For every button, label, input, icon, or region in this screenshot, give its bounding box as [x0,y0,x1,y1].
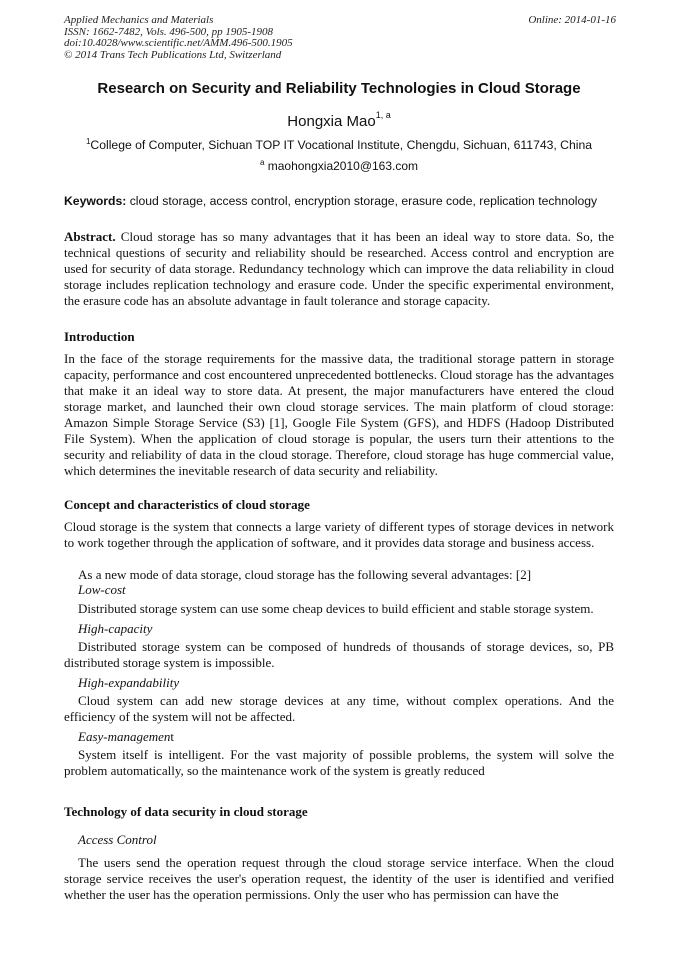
keywords [64,194,624,208]
author-email [0,158,678,173]
paper-title: Research on Security and Reliability Technologies in Cloud Storage [97,80,581,97]
concept-advantages-intro: As a new mode of data storage, cloud storage has the following several advantages: [2] [78,567,532,582]
journal-doi: doi:10.4028/www.scientific.net/AMM.496-500.1905 [64,37,293,49]
access-control-label: Access Control [78,832,157,847]
journal-header [64,15,616,61]
low-cost-text: Distributed storage system can use some cheap devices to build efficient and stable storage system. [78,601,594,616]
easy-management-label-tail: t [170,729,175,744]
author-name: Hongxia Mao [287,113,376,130]
keywords-label: Keywords: [64,194,127,208]
abstract-text: Cloud storage has so many advantages that it has been an ideal way to store data. So, the technical questions of security and reliability should be researched. Access control and encryption are used for security of data storage. Redundancy technology which can improve the data reliability in cloud storage includes replication technology and erasure code. Under the specific experimental environment, the erasure code has an absolute advantage in fault tolerance and storage capacity. [64,229,614,308]
author [0,112,678,130]
easy-management-label-italic: Easy-managemen [78,729,171,744]
abstract-label: Abstract. [64,229,116,244]
author-sup: 1, a [375,110,391,120]
high-expandability-text: Cloud system can add new storage devices at any time, without complex operations. And the efficiency of the system will not be affected. [64,693,614,724]
journal-issn: ISSN: 1662-7482, Vols. 496-500, pp 1905-1908 [64,25,273,38]
section-heading-introduction: Introduction [64,329,135,344]
high-expandability-label: High-expandability [78,675,180,690]
section-heading-concept: Concept and characteristics of cloud storage [64,497,310,512]
email-text: maohongxia2010@163.com [264,159,419,173]
low-cost-label: Low-cost [78,582,126,597]
section-heading-technology: Technology of data security in cloud storage [64,804,308,819]
affiliation-text: College of Computer, Sichuan TOP IT Vocational Institute, Chengdu, Sichuan, 611743, China [90,138,593,153]
email-sup: a [259,158,265,167]
online-date: Online: 2014-01-16 [528,14,616,26]
affiliation [0,137,678,152]
access-control-paragraph: The users send the operation request through the cloud storage service interface. When the cloud storage service receives the user's operation request, the identity of the user is identified and verified whether the user has the operation permissions. Only the user who has permission can have the [64,855,614,902]
affiliation-sup: 1 [85,137,91,146]
high-capacity-text: Distributed storage system can be composed of hundreds of thousands of storage devices, so, PB distributed storage system is impossible. [64,639,614,670]
high-capacity-label: High-capacity [78,621,153,636]
easy-management-label [78,729,174,745]
concept-paragraph: Cloud storage is the system that connects a large variety of different types of storage devices in network to work together through the application of software, and it provides data storage and business access. [64,519,614,550]
journal-name: Applied Mechanics and Materials [64,14,214,26]
journal-copyright: © 2014 Trans Tech Publications Ltd, Switzerland [64,48,282,61]
easy-management-text: System itself is intelligent. For the vast majority of possible problems, the system will solve the problem automatically, so the maintenance work of the system is greatly reduced [64,747,614,778]
abstract [64,229,614,309]
keywords-text: cloud storage, access control, encryption storage, erasure code, replication technology [126,194,598,208]
introduction-paragraph: In the face of the storage requirements for the massive data, the traditional storage pattern in storage capacity, performance and cost encountered unprecedented bottlenecks. Cloud storage has the advantages that make it an ideal way to store data. At present, the major manufacturers have entered the cloud storage market, and launched their own cloud storage services. The main platform of cloud storage: Amazon Simple Storage Service (S3) [1], Google File System (GFS), and HDFS (Hadoop Distributed File System). When the application of cloud storage is popular, the users turn their attentions to the security and reliability of data in the cloud storage. Therefore, cloud storage has huge commercial value, which determines the inevitable research of data security and reliability. [64,351,614,478]
